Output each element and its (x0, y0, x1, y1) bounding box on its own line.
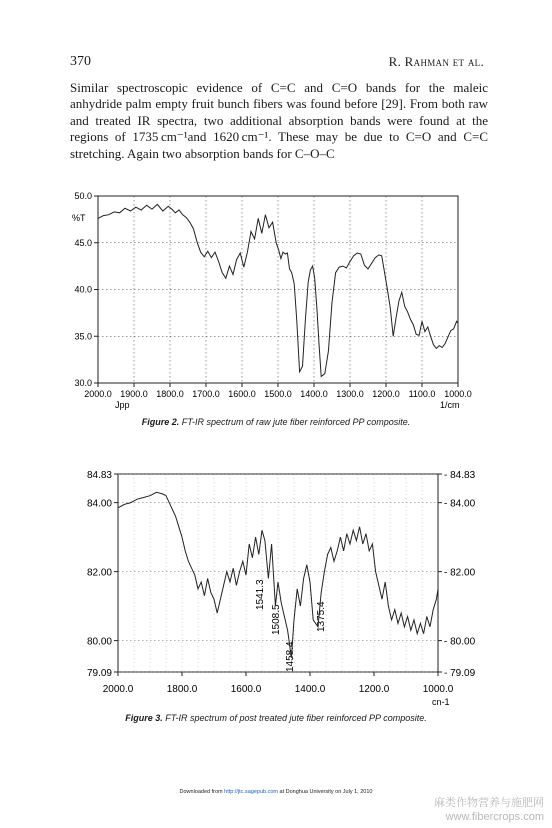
fig2-x-axis-label-left: Jpp (115, 400, 130, 410)
fig3-peak-label: 1508.5 (271, 604, 282, 635)
fig2-tick-labels (74, 191, 471, 399)
fig2-y-tick-label: 45.0 (74, 237, 92, 248)
watermark-line-1: 麻类作物营养与施肥网 (434, 797, 544, 809)
footer-link[interactable]: http://jtc.sagepub.com (224, 789, 278, 795)
fig2-y-axis-label: %T (72, 213, 86, 223)
fig3-y-tick-label-left: 80.00 (86, 636, 112, 648)
download-footer (0, 789, 552, 795)
fig2-x-tick-label: 1800.0 (156, 389, 184, 399)
fig2-x-tick-label: 1900.0 (120, 389, 148, 399)
figure-3-caption-text: FT-IR spectrum of post treated jute fiber reinforced PP composite. (162, 713, 427, 723)
fig2-spectrum-line (98, 204, 458, 376)
fig3-y-tick-label-left: 82.00 (86, 567, 112, 579)
fig2-y-tick-label: 35.0 (74, 331, 92, 342)
fig3-y-tick-label-right: - 79.09 (444, 668, 476, 679)
figure-2-caption-text: FT-IR spectrum of raw jute fiber reinforced PP composite. (179, 417, 411, 427)
fig2-x-tick-label: 1700.0 (192, 389, 220, 399)
fig3-y-tick-label-left: 84.83 (86, 470, 112, 481)
body-paragraph: Similar spectroscopic evidence of C=C and C=O bands for the maleic anhydride palm empty fruit bunch fibers was found before [29]. From both raw and treated IR spectra, two additional absorption bands were found at the regions of 1735 cm⁻¹and 1620 cm⁻¹. These may be due to C=O and C=C stretching. Again two absorption bands for C–O–C (70, 80, 488, 161)
footer-suffix: at Donghua University on July 1, 2010 (277, 789, 373, 795)
fig2-y-tick-label: 50.0 (74, 191, 92, 201)
figure-2-caption (0, 417, 552, 427)
figure-3-chart (60, 460, 480, 710)
fig2-x-tick-label: 1400.0 (300, 389, 328, 399)
fig3-x-tick-label: 2000.0 (102, 684, 134, 695)
fig2-grid (94, 196, 458, 387)
fig2-x-tick-label: 1600.0 (228, 389, 256, 399)
fig2-x-tick-label: 1200.0 (372, 389, 400, 399)
fig3-x-tick-label: 1400.0 (294, 684, 326, 695)
figure-3-caption (0, 713, 552, 723)
fig3-x-tick-label: 1800.0 (166, 684, 198, 695)
running-head: R. Rahman et al. (388, 54, 484, 69)
fig3-y-tick-label-right: - 80.00 (444, 636, 476, 648)
fig3-peak-annotations (255, 579, 327, 672)
fig2-x-tick-label: 2000.0 (84, 389, 112, 399)
fig3-tick-labels (87, 470, 476, 695)
fig2-x-axis-label-right: 1/cm (440, 400, 460, 410)
fig3-y-tick-label-right: - 82.00 (444, 567, 476, 579)
page-number: 370 (70, 54, 91, 69)
fig2-y-tick-label: 40.0 (74, 284, 92, 295)
fig3-grid (114, 474, 442, 676)
watermark-line-2: www.fibercrops.com (445, 811, 544, 823)
fig2-x-tick-label: 1000.0 (444, 389, 472, 399)
footer-prefix: Downloaded from (179, 789, 225, 795)
fig3-peak-label: 1541.3 (255, 579, 266, 610)
figure-2-chart (60, 188, 480, 413)
watermark (434, 796, 544, 824)
fig3-peak-label: 1458.4 (285, 641, 296, 672)
fig3-peak-label: 1375.4 (316, 601, 327, 632)
figure-2-caption-label: Figure 2. (141, 417, 180, 427)
fig2-y-tick-label: 30.0 (74, 378, 92, 388)
fig3-x-tick-label: 1200.0 (358, 684, 390, 695)
fig2-x-tick-label: 1500.0 (264, 389, 292, 399)
fig3-x-tick-label: 1600.0 (230, 684, 262, 695)
fig3-y-tick-label-right: - 84.00 (444, 498, 476, 510)
fig3-y-tick-label-left: 84.00 (86, 498, 112, 510)
fig3-y-tick-label-right: - 84.83 (444, 470, 476, 481)
fig3-y-tick-label-left: 79.09 (86, 668, 112, 679)
fig3-x-tick-label: 1000.0 (422, 684, 454, 695)
fig3-x-axis-label: cn-1 (432, 697, 450, 707)
fig2-x-tick-label: 1300.0 (336, 389, 364, 399)
figure-3-caption-label: Figure 3. (125, 713, 163, 723)
fig2-x-tick-label: 1100.0 (408, 389, 436, 399)
